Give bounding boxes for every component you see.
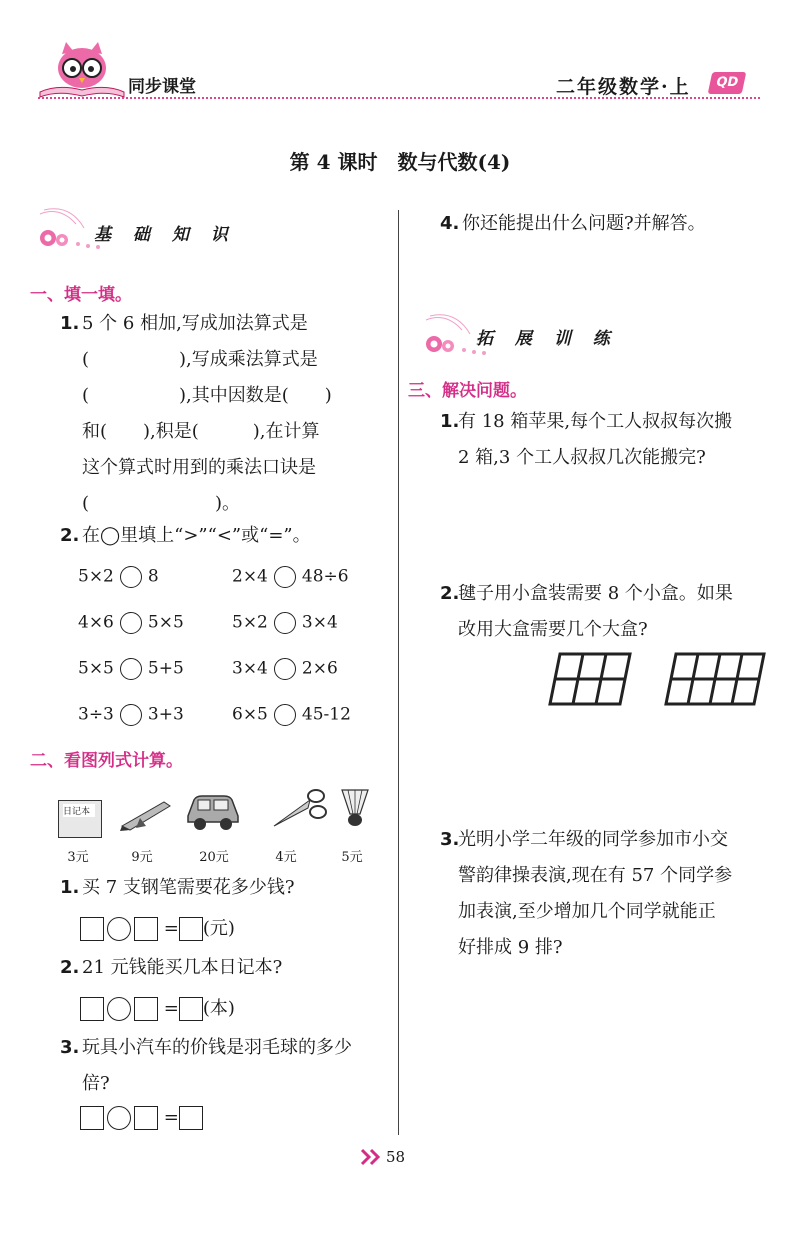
answer-box[interactable] bbox=[179, 1106, 203, 1130]
compare-right-expr: 3×4 bbox=[301, 612, 338, 633]
price-scissors: 4元 bbox=[275, 850, 297, 865]
problem-line: 2 箱,3 个工人叔叔几次能搬完? bbox=[458, 447, 706, 468]
page-number: 58 bbox=[386, 1148, 406, 1166]
equals-sign: = bbox=[163, 1107, 179, 1128]
compare-right-expr: 8 bbox=[147, 566, 159, 587]
notebook-icon bbox=[58, 800, 102, 838]
picture-question-3-number: 3. bbox=[60, 1037, 80, 1058]
question-line: 倍? bbox=[82, 1073, 110, 1094]
problem-line: 警韵律操表演,现在有 57 个同学参 bbox=[458, 865, 733, 886]
edition-badge: QD bbox=[708, 72, 747, 94]
price-shuttlecock: 5元 bbox=[341, 850, 363, 865]
compare-left-expr: 5×5 bbox=[78, 658, 114, 679]
operator-circle[interactable] bbox=[107, 997, 131, 1021]
price-car: 20元 bbox=[199, 850, 229, 865]
compare-left-expr: 5×2 bbox=[78, 566, 114, 587]
section-fill-heading: 一、填一填。 bbox=[30, 285, 132, 305]
question-1-line: 5 个 6 相加,写成加法算式是 bbox=[82, 313, 308, 334]
compare-right-expr: 2×6 bbox=[301, 658, 338, 679]
compare-left-expr: 3÷3 bbox=[78, 704, 114, 725]
lesson-number: 第 4 课时 bbox=[289, 150, 378, 174]
question-1-line: ( ),其中因数是( ) bbox=[82, 385, 332, 406]
compare-row bbox=[232, 704, 351, 726]
question-1-line: ( ),写成乘法算式是 bbox=[82, 349, 318, 370]
compare-row bbox=[78, 658, 184, 680]
answer-box[interactable] bbox=[134, 1106, 158, 1130]
equals-sign: = bbox=[163, 998, 179, 1019]
equation-row bbox=[80, 1106, 203, 1130]
question-2-text: 在◯里填上“>”“<”或“=”。 bbox=[82, 525, 311, 546]
notebook-label: 日记本 bbox=[63, 804, 95, 817]
operator-circle[interactable] bbox=[107, 1106, 131, 1130]
column-divider bbox=[398, 210, 399, 1135]
compare-row bbox=[78, 566, 159, 588]
problem-3-text bbox=[458, 822, 776, 966]
answer-box[interactable] bbox=[80, 997, 104, 1021]
toy-car-icon bbox=[184, 792, 242, 832]
answer-box[interactable] bbox=[80, 917, 104, 941]
compare-circle[interactable] bbox=[274, 612, 296, 634]
compare-row bbox=[232, 566, 349, 588]
problem-1-text bbox=[458, 404, 776, 476]
compare-row bbox=[78, 704, 184, 726]
section-picture-heading: 二、看图列式计算。 bbox=[30, 751, 183, 771]
picture-question-4-number: 4. bbox=[440, 213, 460, 234]
compare-circle[interactable] bbox=[120, 658, 142, 680]
question-1-line: 这个算式时用到的乘法口诀是 bbox=[82, 457, 316, 478]
compare-right-expr: 48÷6 bbox=[301, 566, 349, 587]
problem-2-text bbox=[458, 576, 776, 648]
picture-question-1-text: 买 7 支钢笔需要花多少钱? bbox=[82, 877, 295, 898]
problem-2-number: 2. bbox=[440, 583, 460, 604]
compare-right-expr: 5×5 bbox=[147, 612, 184, 633]
unit-label: (本) bbox=[202, 998, 235, 1019]
compare-left-expr: 3×4 bbox=[232, 658, 268, 679]
unit-label: (元) bbox=[202, 918, 235, 939]
compare-right-expr: 45-12 bbox=[301, 704, 351, 725]
header-divider bbox=[38, 97, 760, 99]
compare-left-expr: 6×5 bbox=[232, 704, 268, 725]
compare-left-expr: 2×4 bbox=[232, 566, 268, 587]
problem-line: 改用大盒需要几个大盒? bbox=[458, 619, 648, 640]
problem-line: 好排成 9 排? bbox=[458, 937, 563, 958]
compare-circle[interactable] bbox=[274, 704, 296, 726]
extension-training-banner: 拓 展 训 练 bbox=[476, 329, 618, 349]
question-1-number: 1. bbox=[60, 313, 80, 334]
price-pen: 9元 bbox=[131, 850, 153, 865]
answer-box[interactable] bbox=[134, 997, 158, 1021]
problem-line: 光明小学二年级的同学参加市小交 bbox=[458, 829, 728, 850]
lesson-topic: 数与代数(4) bbox=[397, 150, 511, 174]
compare-right-expr: 3+3 bbox=[147, 704, 184, 725]
problem-line: 加表演,至少增加几个同学就能正 bbox=[458, 901, 716, 922]
compare-circle[interactable] bbox=[120, 566, 142, 588]
picture-question-2-text: 21 元钱能买几本日记本? bbox=[82, 957, 283, 978]
problem-line: 有 18 箱苹果,每个工人叔叔每次搬 bbox=[458, 411, 733, 432]
compare-left-expr: 5×2 bbox=[232, 612, 268, 633]
compare-circle[interactable] bbox=[120, 612, 142, 634]
problem-1-number: 1. bbox=[440, 411, 460, 432]
answer-box[interactable] bbox=[80, 1106, 104, 1130]
section-solve-heading: 三、解决问题。 bbox=[408, 381, 527, 401]
large-box-grid-icon bbox=[664, 650, 768, 708]
picture-question-3-text bbox=[82, 1030, 392, 1102]
problem-3-number: 3. bbox=[440, 829, 460, 850]
owl-mascot-icon bbox=[34, 40, 130, 100]
compare-right-expr: 5+5 bbox=[147, 658, 184, 679]
question-2-number: 2. bbox=[60, 525, 80, 546]
compare-left-expr: 4×6 bbox=[78, 612, 114, 633]
answer-box[interactable] bbox=[134, 917, 158, 941]
scissors-icon bbox=[270, 786, 328, 830]
price-notebook: 3元 bbox=[67, 850, 89, 865]
answer-box[interactable] bbox=[179, 997, 203, 1021]
answer-box[interactable] bbox=[179, 917, 203, 941]
operator-circle[interactable] bbox=[107, 917, 131, 941]
equals-sign: = bbox=[163, 918, 179, 939]
book-series-title: 同步课堂 bbox=[128, 77, 196, 97]
question-1-text bbox=[82, 306, 392, 522]
basic-knowledge-banner: 基 础 知 识 bbox=[94, 225, 236, 245]
picture-question-4-text: 你还能提出什么问题?并解答。 bbox=[462, 213, 706, 234]
pen-icon bbox=[118, 796, 178, 832]
question-1-line: ( )。 bbox=[82, 493, 241, 514]
compare-circle[interactable] bbox=[120, 704, 142, 726]
picture-question-1-number: 1. bbox=[60, 877, 80, 898]
equation-row bbox=[80, 994, 235, 1021]
compare-row bbox=[232, 658, 338, 680]
shuttlecock-icon bbox=[338, 786, 372, 832]
problem-line: 毽子用小盒装需要 8 个小盒。如果 bbox=[458, 583, 733, 604]
question-line: 玩具小汽车的价钱是羽毛球的多少 bbox=[82, 1037, 352, 1058]
compare-row bbox=[78, 612, 184, 634]
small-box-grid-icon bbox=[548, 650, 634, 708]
double-chevron-icon bbox=[360, 1148, 382, 1166]
grade-subject-title: 二年级数学·上 bbox=[556, 76, 691, 98]
picture-question-2-number: 2. bbox=[60, 957, 80, 978]
compare-row bbox=[232, 612, 338, 634]
page-title bbox=[0, 146, 800, 175]
question-1-line: 和( ),积是( ),在计算 bbox=[82, 421, 320, 442]
compare-circle[interactable] bbox=[274, 658, 296, 680]
compare-circle[interactable] bbox=[274, 566, 296, 588]
equation-row bbox=[80, 914, 235, 941]
